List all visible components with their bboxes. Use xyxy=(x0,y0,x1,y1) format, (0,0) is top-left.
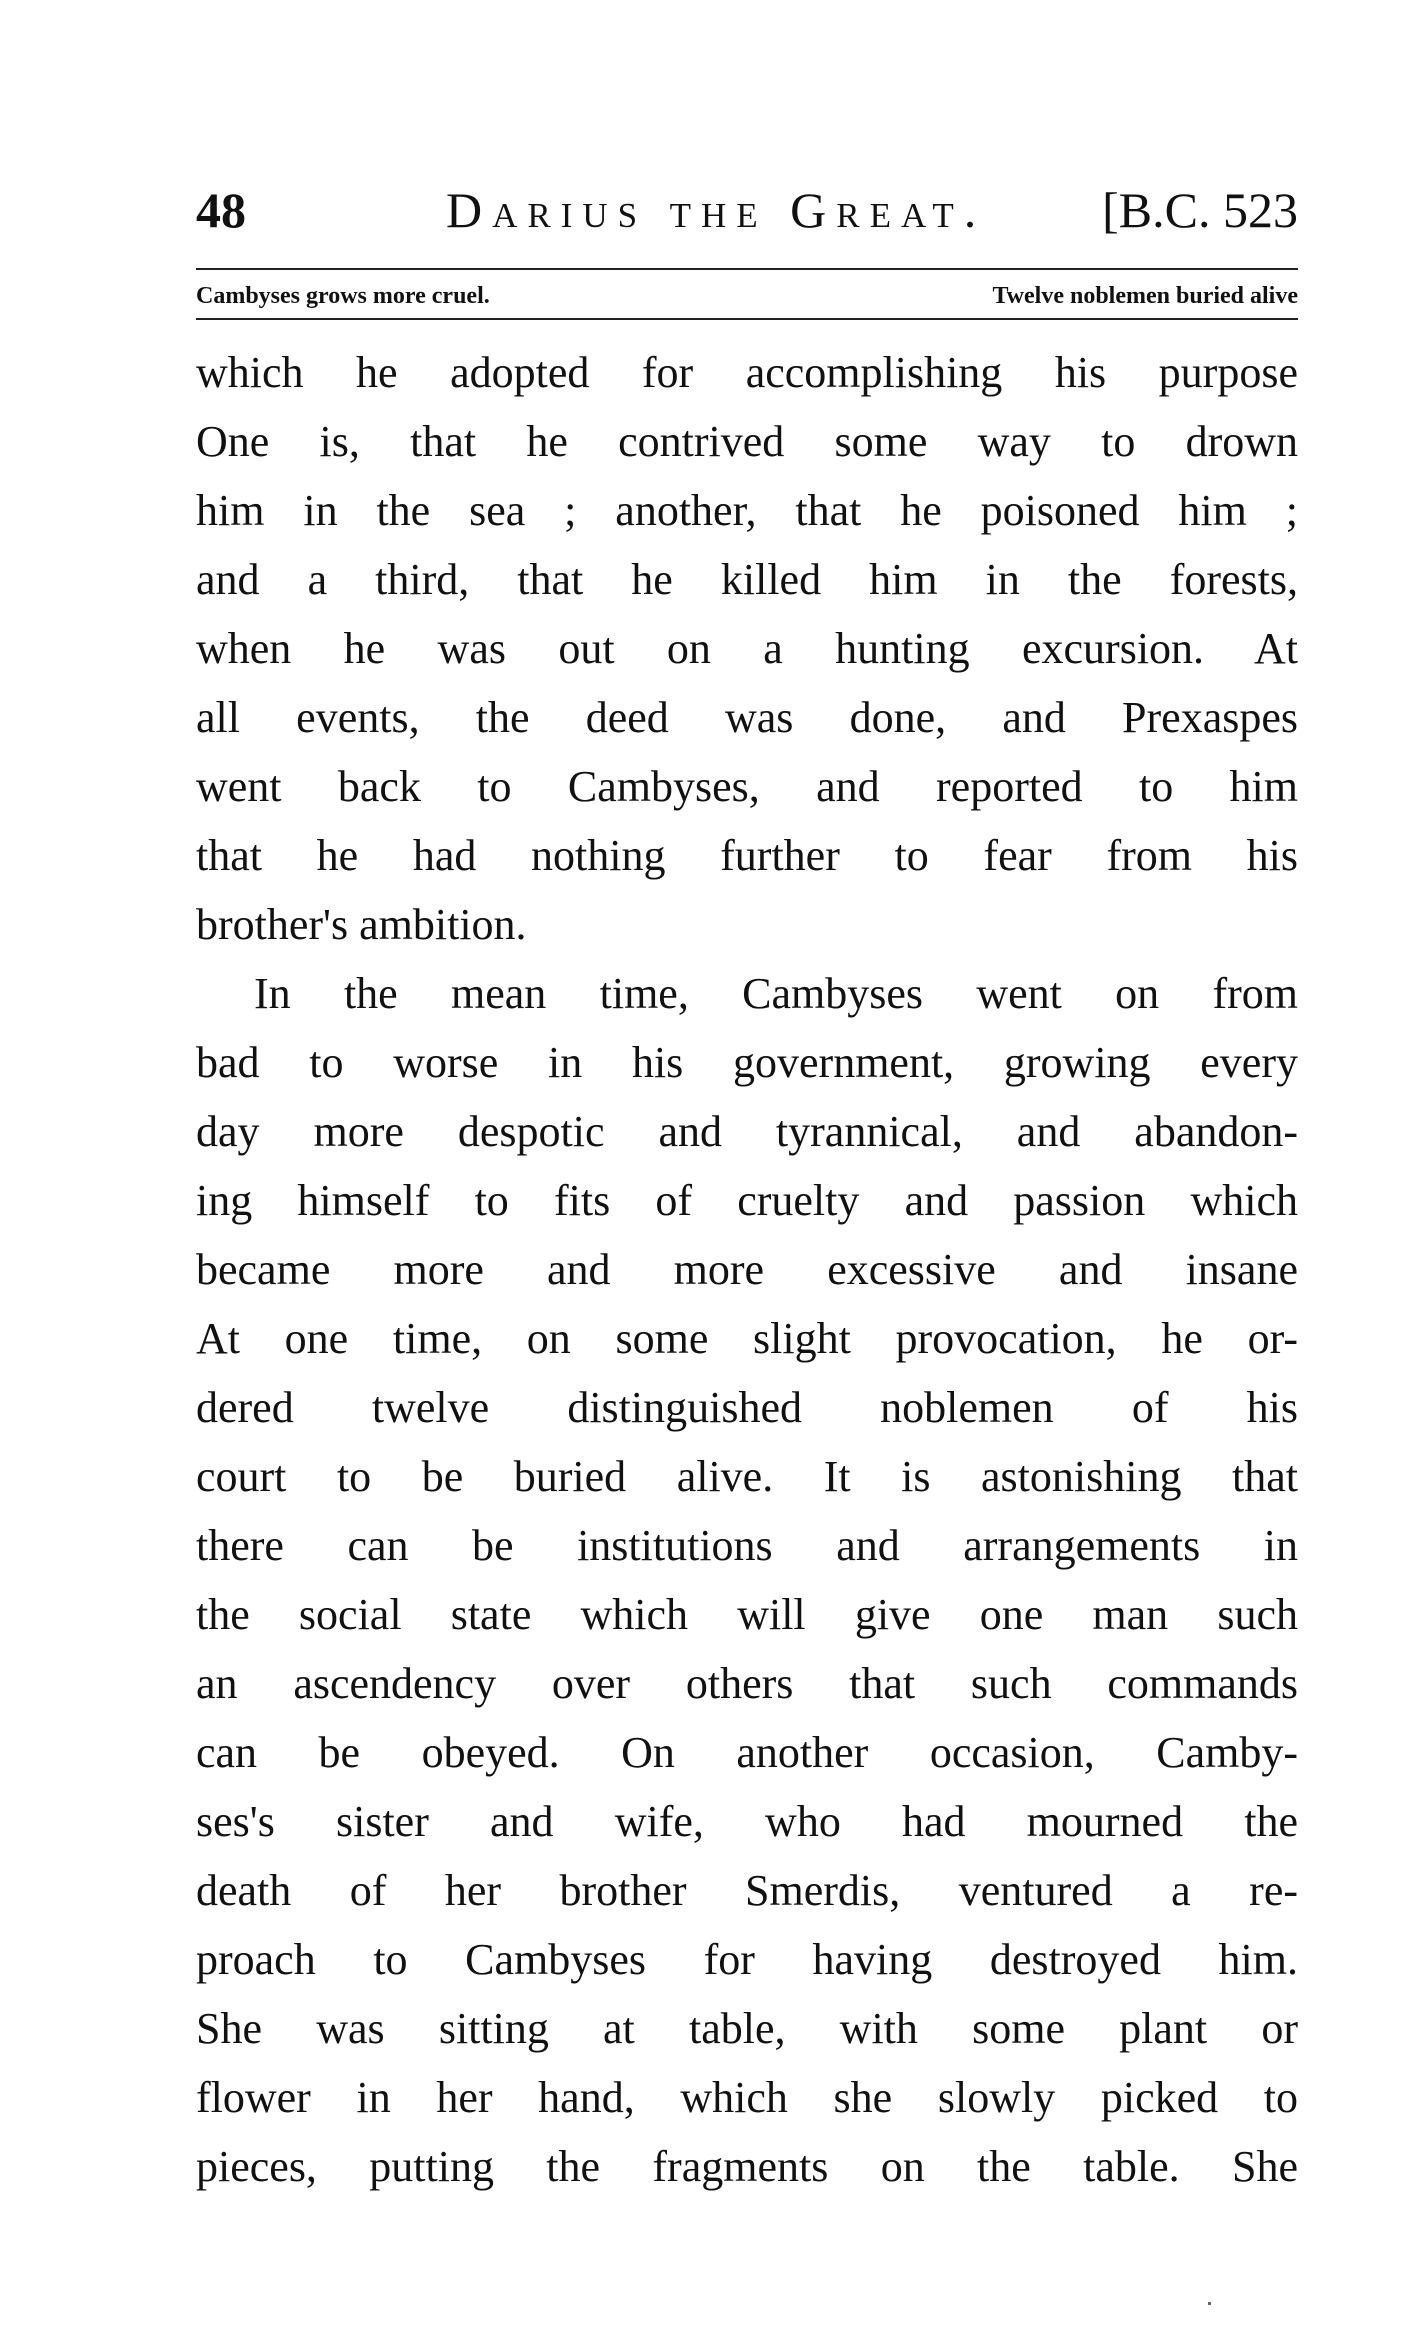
text-line: dered twelve distinguished noblemen of his xyxy=(196,1383,1298,1432)
text-line: She was sitting at table, with some plant or xyxy=(196,2004,1298,2053)
header-rule-bottom xyxy=(196,318,1298,320)
text-line: One is, that he contrived some way to drown xyxy=(196,417,1298,466)
text-line: court to be buried alive. It is astonishing that xyxy=(196,1452,1298,1501)
text-line: which he adopted for accomplishing his purpose xyxy=(196,348,1298,397)
date-range: [B.C. 523 xyxy=(1102,182,1298,238)
text-line: him in the sea ; another, that he poisoned him ; xyxy=(196,486,1298,535)
text-line: went back to Cambyses, and reported to him xyxy=(196,762,1298,811)
text-line: flower in her hand, which she slowly picked to xyxy=(196,2073,1298,2122)
text-line-paragraph-start: In the mean time, Cambyses went on from xyxy=(254,969,1298,1018)
text-line: that he had nothing further to fear from his xyxy=(196,831,1298,880)
print-speck xyxy=(1208,2302,1211,2305)
text-line: death of her brother Smerdis, ventured a re- xyxy=(196,1866,1298,1915)
text-line: when he was out on a hunting excursion. At xyxy=(196,624,1298,673)
body-text xyxy=(196,338,1298,2201)
text-line: At one time, on some slight provocation, he or- xyxy=(196,1314,1298,1363)
text-line: an ascendency over others that such commands xyxy=(196,1659,1298,1708)
text-line: all events, the deed was done, and Prexaspes xyxy=(196,693,1298,742)
text-line: ses's sister and wife, who had mourned the xyxy=(196,1797,1298,1846)
text-line: there can be institutions and arrangements in xyxy=(196,1521,1298,1570)
book-title: Darius the Great. xyxy=(446,182,987,238)
text-line: pieces, putting the fragments on the table. She xyxy=(196,2142,1298,2191)
text-line: the social state which will give one man such xyxy=(196,1590,1298,1639)
text-line: bad to worse in his government, growing every xyxy=(196,1038,1298,1087)
text-line: brother's ambition. xyxy=(196,900,527,949)
side-notes xyxy=(196,276,1298,316)
text-line: became more and more excessive and insane xyxy=(196,1245,1298,1294)
text-line: day more despotic and tyrannical, and abandon- xyxy=(196,1107,1298,1156)
text-line: proach to Cambyses for having destroyed him. xyxy=(196,1935,1298,1984)
text-line: ing himself to fits of cruelty and passion which xyxy=(196,1176,1298,1225)
page-number: 48 xyxy=(196,182,246,238)
side-note-right: Twelve noblemen buried alive xyxy=(992,283,1298,309)
running-header xyxy=(196,170,1298,250)
text-line: can be obeyed. On another occasion, Camby- xyxy=(196,1728,1298,1777)
side-note-left: Cambyses grows more cruel. xyxy=(196,283,490,309)
header-rule-top xyxy=(196,268,1298,270)
text-line: and a third, that he killed him in the forests, xyxy=(196,555,1298,604)
